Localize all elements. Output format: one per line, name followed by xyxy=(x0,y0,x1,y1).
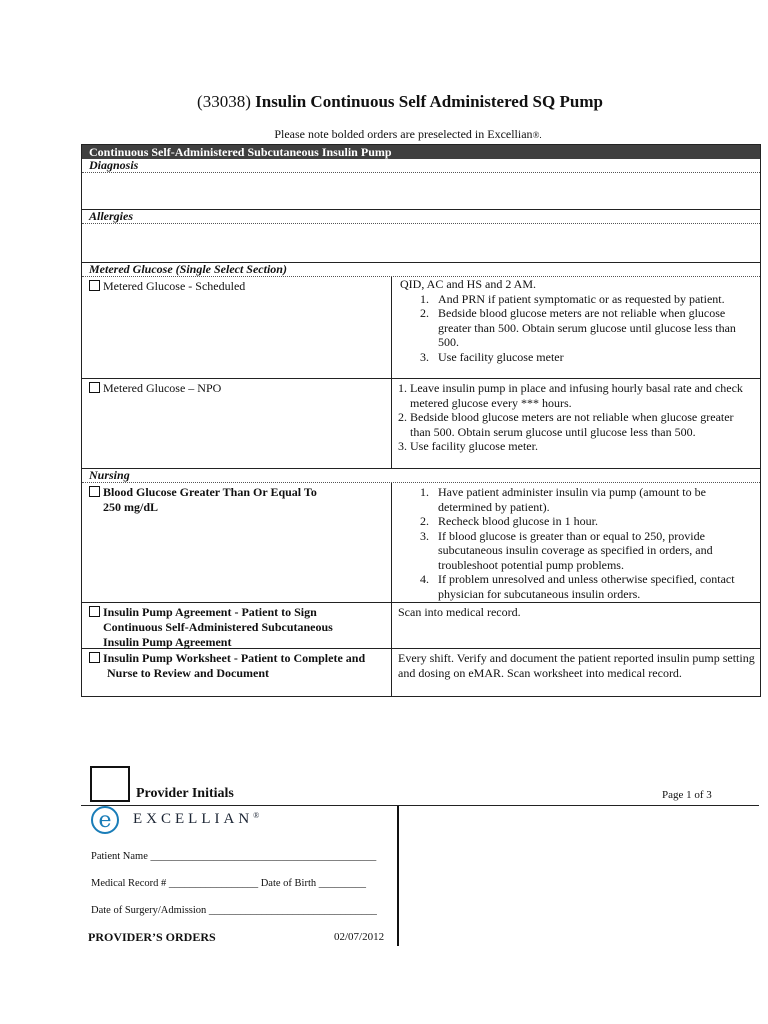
order-detail xyxy=(392,483,760,602)
order-step: 2. Bedside blood glucose meters are not reliable when glucose greater than 500. Obtain serum glucose until glucose less than 500. xyxy=(398,410,734,439)
order-steps xyxy=(398,485,756,601)
order-step: 4. If problem unresolved and unless otherwise specified, contact physician for subcutaneous insulin orders. xyxy=(432,572,756,601)
order-steps xyxy=(398,292,756,365)
order-label-text: 250 mg/dL xyxy=(103,500,159,514)
order-step: 2. Bedside blood glucose meters are not reliable when glucose greater than 500. Obtain serum glucose until glucose less than 500. xyxy=(432,306,756,350)
order-step: 3. If blood glucose is greater than or equal to 250, provide subcutaneous insulin coverage as specified in orders, and troubleshoot potential pump problems. xyxy=(432,529,756,573)
order-detail xyxy=(392,277,760,378)
order-step: 1. And PRN if patient symptomatic or as requested by patient. xyxy=(432,292,756,307)
excellian-logo-icon: e xyxy=(91,806,119,834)
excellian-logo-text xyxy=(133,811,259,828)
logo-mark: ® xyxy=(253,811,260,820)
order-row xyxy=(82,648,760,696)
order-row xyxy=(82,602,760,648)
order-label-text: Continuous Self-Administered Subcutaneous xyxy=(103,620,333,634)
preselect-note xyxy=(0,127,768,142)
checkbox[interactable] xyxy=(89,652,100,663)
form-title-text: Insulin Continuous Self Administered SQ Pump xyxy=(255,92,603,111)
order-label xyxy=(82,603,392,648)
order-step: 3. Use facility glucose meter xyxy=(432,350,756,365)
order-label-text: Insulin Pump Agreement - Patient to Sign xyxy=(103,605,317,619)
page-number: Page 1 of 3 xyxy=(662,789,712,801)
form-date: 02/07/2012 xyxy=(334,931,385,943)
logo-wordmark: EXCELLIAN xyxy=(133,811,254,827)
order-label-text: Metered Glucose – NPO xyxy=(103,381,222,395)
allergies-section: Allergies xyxy=(82,210,760,224)
registered-mark: ®. xyxy=(532,130,542,140)
form-code: (33038) xyxy=(197,92,251,111)
order-label-text: Nurse to Review and Document xyxy=(107,666,269,680)
allergies-field[interactable] xyxy=(82,224,760,262)
form-title xyxy=(0,92,768,112)
nursing-section: Nursing xyxy=(82,468,760,483)
order-step: 1. Leave insulin pump in place and infusing hourly basal rate and check metered glucose every *** hours. xyxy=(398,381,743,410)
order-detail xyxy=(392,379,760,468)
order-label xyxy=(82,483,392,602)
patient-name-field[interactable]: Patient Name ___________________________________________ xyxy=(91,851,377,862)
form-header: Continuous Self-Administered Subcutaneous Insulin Pump xyxy=(82,144,760,159)
order-label-text: Insulin Pump Worksheet - Patient to Complete and xyxy=(103,651,366,665)
checkbox[interactable] xyxy=(89,280,100,291)
checkbox[interactable] xyxy=(89,486,100,497)
footer-vertical-divider xyxy=(397,806,399,946)
order-row xyxy=(82,483,760,602)
order-step: 3. Use facility glucose meter. xyxy=(398,439,538,453)
provider-initials-box[interactable] xyxy=(90,766,130,802)
order-row xyxy=(82,277,760,378)
order-label-text: Metered Glucose - Scheduled xyxy=(103,279,246,293)
order-detail: Scan into medical record. xyxy=(398,605,521,619)
order-intro: QID, AC and HS and 2 AM. xyxy=(400,277,537,291)
order-detail: Every shift. Verify and document the patient reported insulin pump setting and dosing on eMAR. Scan worksheet into medical record. xyxy=(398,651,755,680)
checkbox[interactable] xyxy=(89,606,100,617)
order-label xyxy=(82,379,392,468)
order-step: 1. Have patient administer insulin via pump (amount to be determined by patient). xyxy=(432,485,756,514)
order-label-text: Blood Glucose Greater Than Or Equal To xyxy=(103,485,317,499)
order-label-text: Insulin Pump Agreement xyxy=(103,635,232,649)
order-step: 2. Recheck blood glucose in 1 hour. xyxy=(432,514,756,529)
providers-orders-label: PROVIDER’S ORDERS xyxy=(88,930,216,944)
date-of-surgery-field[interactable]: Date of Surgery/Admission ________________________________ xyxy=(91,905,377,916)
order-form xyxy=(81,144,761,697)
medical-record-field[interactable]: Medical Record # _________________ Date of Birth _________ xyxy=(91,878,366,889)
diagnosis-field[interactable] xyxy=(82,173,760,210)
checkbox[interactable] xyxy=(89,382,100,393)
metered-glucose-section: Metered Glucose (Single Select Section) xyxy=(82,262,760,277)
order-label xyxy=(82,277,392,378)
provider-initials-label: Provider Initials xyxy=(136,786,234,801)
diagnosis-section: Diagnosis xyxy=(82,159,760,173)
footer-divider xyxy=(81,805,759,806)
order-row xyxy=(82,378,760,468)
order-label xyxy=(82,649,392,696)
preselect-note-text: Please note bolded orders are preselected in Excellian xyxy=(274,127,533,141)
